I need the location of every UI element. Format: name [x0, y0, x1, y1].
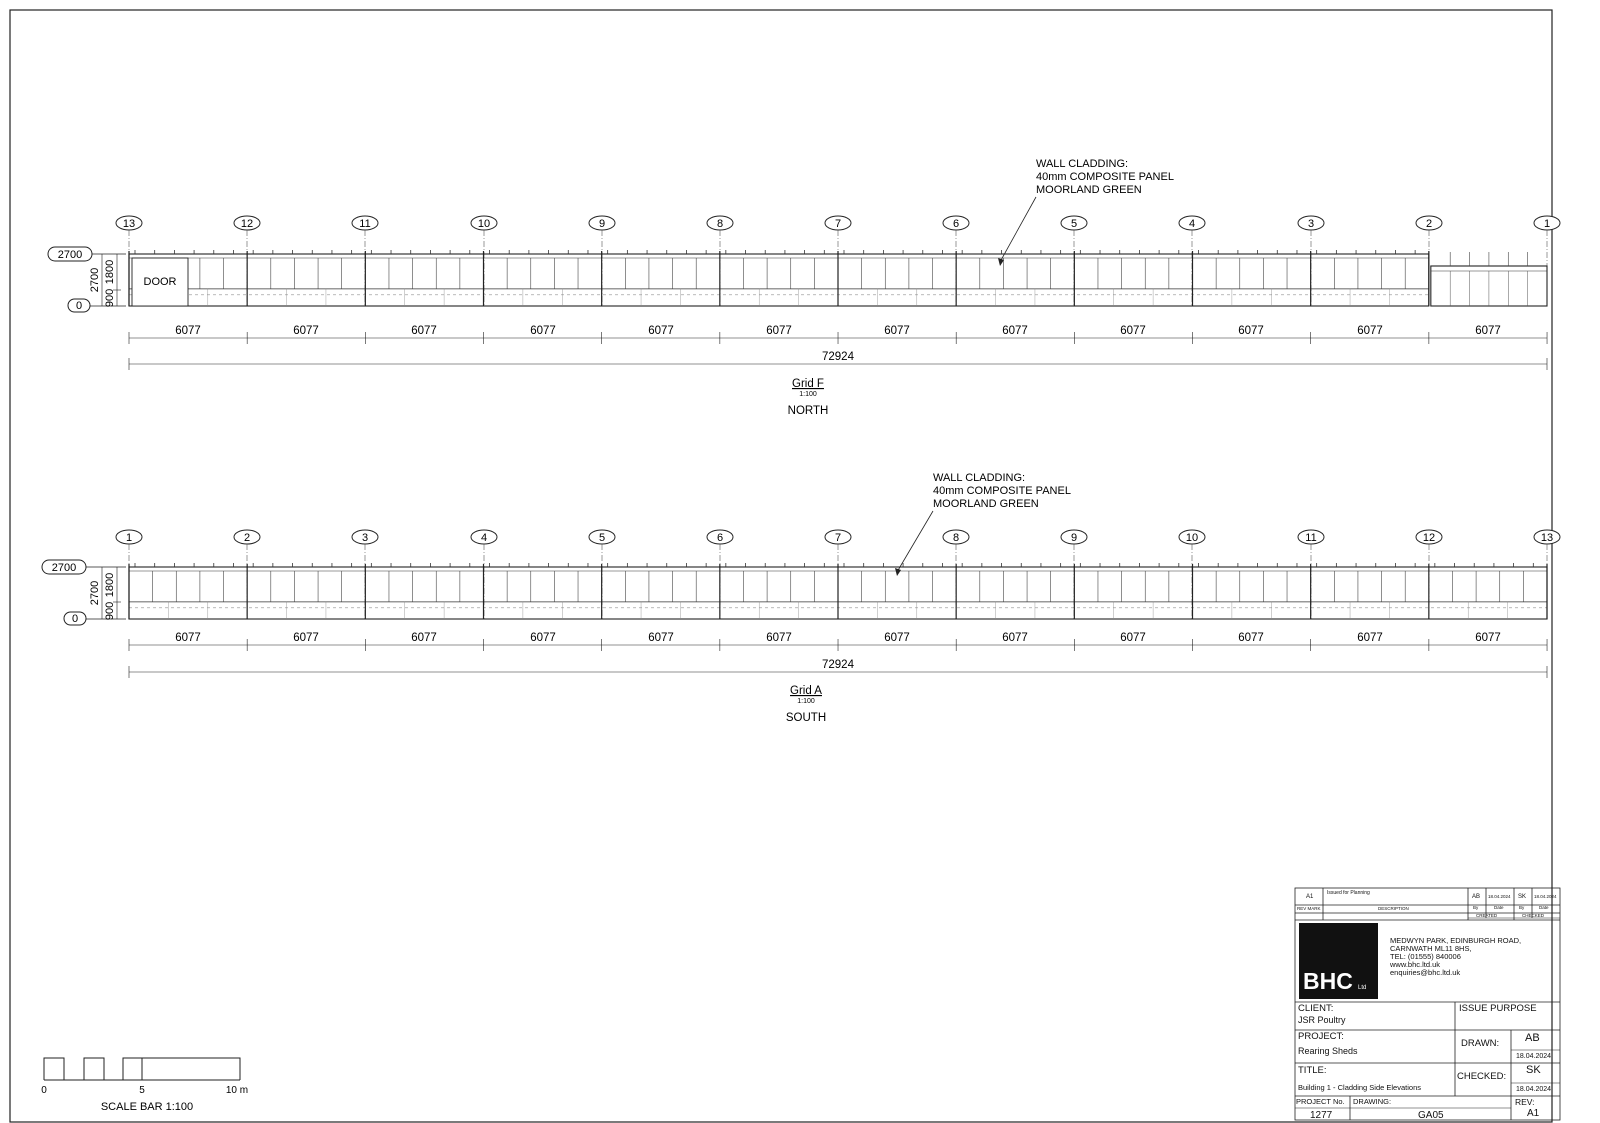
callout-line: MOORLAND GREEN	[1036, 184, 1142, 196]
revision-checked-by: SK	[1518, 894, 1527, 900]
company-phone: TEL: (01555) 840006	[1390, 952, 1461, 961]
by-header: By	[1519, 905, 1525, 910]
bay-dim: 6077	[293, 325, 319, 337]
drawing-label: DRAWING:	[1353, 1097, 1392, 1106]
bay-dim: 6077	[766, 632, 792, 644]
level-label: 0	[71, 613, 79, 625]
grid-label: 6	[716, 532, 724, 544]
rev-label: REV:	[1515, 1097, 1535, 1107]
elevation-south	[42, 472, 1560, 724]
building-elevation	[129, 250, 1547, 306]
company-address: MEDWYN PARK, EDINBURGH ROAD,	[1390, 936, 1522, 945]
project-value: Rearing Sheds	[1298, 1046, 1358, 1056]
grid-label: 1	[125, 532, 133, 544]
revision-mark: A1	[1306, 894, 1314, 900]
view-scale: 1:100	[797, 698, 815, 705]
grid-label: 12	[240, 218, 254, 230]
grid-label: 1	[1543, 218, 1551, 230]
bay-dim: 6077	[1475, 325, 1501, 337]
bay-dim: 6077	[411, 632, 437, 644]
project-label: PROJECT:	[1298, 1031, 1344, 1042]
bay-dim: 6077	[175, 632, 201, 644]
grid-label: 8	[952, 532, 960, 544]
bay-dim: 6077	[175, 325, 201, 337]
dim-total-height: 2700	[89, 580, 101, 606]
client-label: CLIENT:	[1298, 1003, 1334, 1014]
bay-dim: 6077	[648, 632, 674, 644]
level-label: 2700	[51, 562, 77, 574]
grid-label: 4	[1188, 218, 1196, 230]
company-website: www.bhc.ltd.uk	[1390, 960, 1441, 969]
callout-line: WALL CLADDING:	[1036, 158, 1129, 170]
door-label: DOOR	[143, 276, 177, 288]
scale-tick: 5	[139, 1085, 145, 1096]
grid-label: 9	[1070, 532, 1078, 544]
drawn-date: 18.04.2024	[1516, 1053, 1552, 1060]
grid-label: 8	[716, 218, 724, 230]
overall-dimension	[129, 659, 1547, 678]
grid-label: 10	[477, 218, 491, 230]
bay-dimensions	[129, 632, 1547, 651]
bay-dim: 6077	[766, 325, 792, 337]
door	[132, 258, 188, 306]
bay-dim: 6077	[1475, 632, 1501, 644]
grid-label: 13	[122, 218, 136, 230]
grid-label: 4	[480, 532, 488, 544]
callout-line: 40mm COMPOSITE PANEL	[933, 485, 1071, 497]
company-address: CARNWATH ML11 8HS,	[1390, 944, 1472, 953]
date-header: Date	[1539, 905, 1549, 910]
view-direction: NORTH	[787, 405, 829, 417]
bay-dim: 6077	[1238, 325, 1264, 337]
date-header: Date	[1494, 905, 1504, 910]
title-value: Building 1 - Cladding Side Elevations	[1298, 1083, 1421, 1092]
grid-label: 7	[834, 218, 842, 230]
level-marker-bottom	[68, 299, 126, 312]
drawing-value: GA05	[1418, 1110, 1444, 1121]
scale-tick: 0	[41, 1085, 47, 1096]
grid-label: 6	[952, 218, 960, 230]
bay-dim: 6077	[1002, 632, 1028, 644]
bay-dim: 6077	[1002, 325, 1028, 337]
checked-by: SK	[1526, 1064, 1541, 1076]
bay-dim: 6077	[884, 632, 910, 644]
grid-label: 13	[1540, 532, 1554, 544]
level-marker-top	[48, 247, 126, 261]
revision-description: Issued for Planning	[1327, 890, 1370, 896]
revision-checked-date: 18.04.2024	[1534, 894, 1557, 899]
view-scale: 1:100	[799, 391, 817, 398]
drawn-by: AB	[1525, 1032, 1540, 1044]
view-title-text: Grid A	[790, 685, 822, 697]
callout-line: MOORLAND GREEN	[933, 498, 1039, 510]
bay-dim: 6077	[411, 325, 437, 337]
height-dimensions	[89, 567, 121, 620]
level-label: 0	[75, 300, 83, 312]
bay-dim: 6077	[648, 325, 674, 337]
rev-mark-header: REV MARK	[1297, 906, 1321, 911]
dim-upper: 1800	[104, 259, 116, 285]
drawn-label: DRAWN:	[1461, 1038, 1500, 1049]
by-header: By	[1473, 905, 1479, 910]
grid-label: 7	[834, 532, 842, 544]
checked-header: CHECKED	[1522, 913, 1545, 918]
elevation-north	[48, 158, 1560, 417]
dim-upper: 1800	[104, 572, 116, 598]
bay-dim: 6077	[884, 325, 910, 337]
created-header: CREATED	[1476, 913, 1498, 918]
grid-label: 5	[598, 532, 606, 544]
grid-label: 5	[1070, 218, 1078, 230]
grid-label: 12	[1422, 532, 1436, 544]
checked-date: 18.04.2024	[1516, 1086, 1552, 1093]
rev-value: A1	[1527, 1108, 1540, 1119]
logo-text: BHC	[1303, 968, 1353, 994]
grid-label: 3	[1307, 218, 1315, 230]
view-direction: SOUTH	[785, 712, 827, 724]
grid-label: 2	[1425, 218, 1433, 230]
view-title	[788, 378, 829, 417]
view-title-text: Grid F	[792, 378, 824, 390]
bay-dim: 6077	[1120, 325, 1146, 337]
client-value: JSR Poultry	[1298, 1015, 1346, 1025]
view-title	[786, 685, 826, 724]
bay-dim: 6077	[1357, 632, 1383, 644]
scale-bar-label: SCALE BAR 1:100	[100, 1101, 194, 1113]
cladding-callout	[998, 158, 1174, 266]
callout-line: 40mm COMPOSITE PANEL	[1036, 171, 1174, 183]
bay-dim: 6077	[1238, 632, 1264, 644]
height-dimensions	[89, 254, 121, 307]
level-label: 2700	[57, 249, 83, 261]
description-header: DESCRIPTION	[1378, 906, 1409, 911]
grid-label: 2	[243, 532, 251, 544]
level-marker-top	[42, 560, 126, 574]
grid-label: 11	[1305, 532, 1317, 544]
overall-dimension	[129, 351, 1547, 370]
dim-total-height: 2700	[89, 267, 101, 293]
dim-lower: 900	[104, 288, 116, 308]
scale-bar	[41, 1058, 248, 1113]
bay-dim: 6077	[530, 632, 556, 644]
grid-label: 10	[1185, 532, 1199, 544]
scale-tick: 10 m	[225, 1085, 249, 1096]
grid-label: 9	[598, 218, 606, 230]
cladding-callout	[895, 472, 1071, 576]
callout-line: WALL CLADDING:	[933, 472, 1026, 484]
overall-dim: 72924	[822, 659, 854, 671]
title-label: TITLE:	[1298, 1065, 1327, 1076]
bay-dim: 6077	[530, 325, 556, 337]
bay-dim: 6077	[1120, 632, 1146, 644]
bay-dim: 6077	[1357, 325, 1383, 337]
company-email: enquiries@bhc.ltd.uk	[1390, 968, 1461, 977]
project-no-label: PROJECT No.	[1296, 1097, 1345, 1106]
logo-suffix: Ltd	[1358, 985, 1367, 991]
overall-dim: 72924	[822, 351, 854, 363]
dim-lower: 900	[104, 601, 116, 621]
revision-created-date: 18.04.2024	[1488, 894, 1511, 899]
grid-label: 3	[361, 532, 369, 544]
checked-label: CHECKED:	[1457, 1071, 1507, 1082]
building-elevation	[129, 563, 1547, 619]
bay-dim: 6077	[293, 632, 319, 644]
grid-label: 11	[359, 218, 371, 230]
revision-created-by: AB	[1472, 894, 1481, 900]
bay-dimensions	[129, 325, 1547, 344]
project-no-value: 1277	[1310, 1110, 1333, 1121]
issue-purpose-label: ISSUE PURPOSE	[1459, 1003, 1537, 1014]
